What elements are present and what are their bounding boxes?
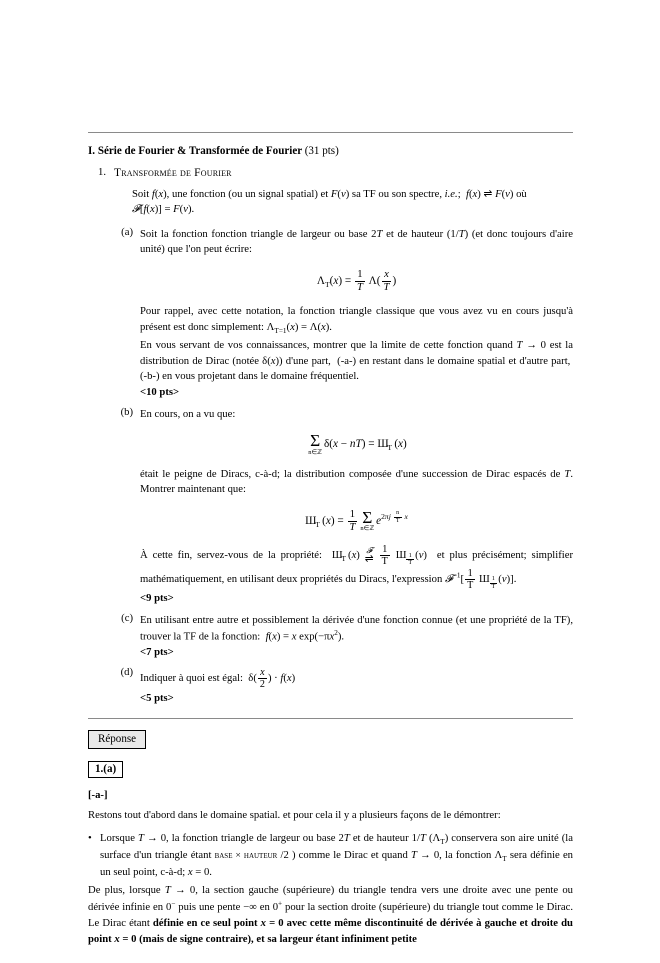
- section-title: [88, 145, 573, 157]
- document-content: [88, 132, 573, 948]
- answer-paragraph-2a: De plus, lorsque T → 0, la section gauche (supérieure) du triangle tendra vers une droite avec une pente ou dérivée infinie en 0− puis une pente −∞ en 0+ pour la section droite (supérieure) du triangle tout comme le Dirac. Le Dirac étant: [88, 884, 573, 930]
- answer-section: [88, 729, 573, 949]
- question-1-title: Transformée de Fourier: [114, 167, 232, 179]
- question-1b-label: (b): [120, 406, 133, 418]
- question-1b: [114, 407, 573, 604]
- answer-paragraph-2b: définie en ce seul point x = 0 avec cette même discontinuité de dérivée à gauche et droite du point x = 0 (mais de signe contraire), et sa largeur étant infiniment petite: [88, 918, 573, 946]
- question-1c-points: <7 pts>: [140, 647, 174, 659]
- question-1a-text3: En vous servant de vos connaissances, montrer que la limite de cette fonction quand T → 0 est la distribution de Dirac (notée δ(x)) d'une part, (-a-) en restant dans le domaine spatial et d'autre part, (-b-) en vous projetant dans le domaine fréquentiel.: [140, 340, 574, 383]
- question-1c: [114, 613, 573, 658]
- answer-heading: Réponse: [88, 730, 146, 749]
- question-1-intro: Soit f(x), une fonction (ou un signal spatial) et F(ν) sa TF ou son spectre, i.e.; f(x) ⇌ F(ν) où 𝓕[f(x)] = F(ν).: [132, 189, 527, 216]
- question-1a-formula: $\Lambda_T(x)$ = $\frac{1}{T}$ Λ( $\frac{x}{T}$ ): [316, 268, 397, 293]
- section-title-text: I. Série de Fourier & Transformée de Fourier: [88, 145, 302, 157]
- answer-bullet-1-post: /2 ) comme le Dirac et quand T → 0, la fonction $\Lambda_T$ sera définie en un seul point, c-à-d; x = 0.: [100, 849, 574, 878]
- answer-tag: 1.(a): [88, 761, 123, 778]
- question-1d-points: <5 pts>: [140, 692, 174, 704]
- question-1a-text1: Soit la fonction fonction triangle de largeur ou base 2T et de hauteur (1/T) (et donc toujours d'aire unité) que l'on peut écrire:: [140, 228, 574, 256]
- question-1a-label: (a): [121, 226, 133, 238]
- question-1c-label: (c): [121, 612, 133, 624]
- answer-bullet-1-pre: Lorsque T → 0, la fonction triangle de largeur ou base 2T et de hauteur 1/T $(\Lambda_T)$ conservera son aire unité (la surface d'un triangle étant: [100, 832, 573, 861]
- section-points: (31 pts): [304, 145, 339, 157]
- question-1a-points: <10 pts>: [140, 386, 180, 398]
- question-1b-points: <9 pts>: [140, 592, 174, 604]
- bullet-icon: •: [88, 832, 92, 844]
- answer-bullet-1: [88, 831, 573, 881]
- question-1-number: 1.: [98, 167, 106, 178]
- top-divider: [88, 132, 573, 133]
- question-1d: [114, 667, 573, 703]
- question-1: [88, 167, 573, 704]
- question-1-intro-block: [114, 187, 573, 218]
- question-1d-label: (d): [120, 667, 133, 679]
- question-1a: [114, 227, 573, 398]
- question-1c-text1: En utilisant entre autre et possiblement la dérivée d'une fonction connue (et une propriété de la TF), trouver la TF de la fonction: f(x) = x $\exp(-\pi x^2)$.: [140, 614, 573, 643]
- question-1b-text2: était le peigne de Diracs, c-à-d; la distribution composée d'une succession de Dirac espacés de T. Montrer maintenant que:: [140, 468, 573, 496]
- question-1b-text1: En cours, on a vu que:: [140, 408, 236, 420]
- question-1b-formula2: $Ш_T$ (x) = $\frac{1}{T}$ Σ n∈ℤ $e^{2\pi j \frac{n}{T} x}$: [305, 507, 408, 533]
- answer-paragraph-2: [88, 883, 573, 949]
- question-1b-text3: À cette fin, servez-vous de la propriété: $Ш_T$ (x) 𝓕 ⇌ $\frac{1}{T}$ Ш $_{\frac{1}{T}}$ (ν) et plus précisément; simplifier mathématiquement, en utilisant deux propriétés du Diracs, l'expression 𝓕$^{-1}$[ $\frac{1}{T}$ Ш $_{\frac{1}{T}}$ (ν)].: [140, 544, 573, 591]
- question-1b-formula1: Σ n∈ℤ $\delta(x - nT) = Ш_T$ (x): [308, 431, 407, 456]
- answer-paragraph-1: Restons tout d'abord dans le domaine spatial. et pour cela il y a plusieurs façons de le démontrer:: [88, 809, 501, 821]
- question-1a-text2: Pour rappel, avec cette notation, la fonction triangle classique que vous avez vu en cours jusqu'à présent est donc simplement: $\Lambda_{T=1}(x) = \Lambda(x)$.: [140, 306, 573, 335]
- answer-sub-tag: [-a-]: [88, 789, 108, 801]
- answer-divider: [88, 718, 573, 719]
- answer-bullet-1-smallcaps: base × hauteur: [214, 849, 278, 861]
- question-1d-text1: Indiquer à quoi est égal: δ( $\frac{x}{2}$ ) · f(x): [140, 667, 296, 691]
